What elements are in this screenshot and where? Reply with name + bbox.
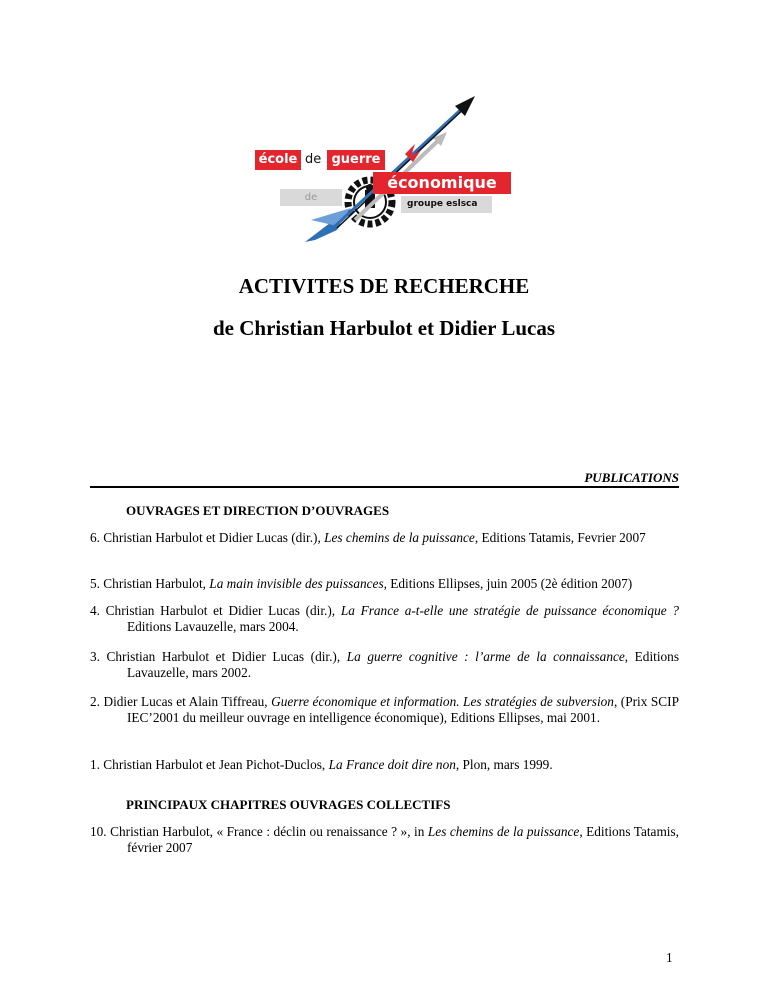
publication-entry: 1. Christian Harbulot et Jean Pichot-Duclos, La France doit dire non, Plon, mars 1999. xyxy=(90,757,553,772)
publication-title: La France doit dire non xyxy=(328,757,456,772)
publication-entry: 5. Christian Harbulot, La main invisible des puissances, Editions Ellipses, juin 2005 (2è édition 2007) xyxy=(90,576,633,591)
logo-guerre: guerre xyxy=(327,150,385,170)
publication-title: Guerre économique et information. Les stratégies de subversion xyxy=(271,694,614,709)
page-title: ACTIVITES DE RECHERCHE xyxy=(238,274,530,298)
logo-de-2: de xyxy=(280,189,342,206)
ecole-guerre-economique-logo xyxy=(255,92,515,252)
chapter-book-title: Les chemins de la puissance xyxy=(427,824,580,839)
logo-de-1: de xyxy=(305,152,322,167)
logo-economique: économique xyxy=(373,172,511,194)
heading-ouvrages: OUVRAGES ET DIRECTION D’OUVRAGES xyxy=(126,503,390,518)
publication-title: La main invisible des puissances, xyxy=(209,576,387,591)
publication-entry: 6. Christian Harbulot et Didier Lucas (dir.), Les chemins de la puissance, Editions Tatamis, Fevrier 2007 xyxy=(90,530,646,545)
publication-entry: 2. Didier Lucas et Alain Tiffreau, Guerre économique et information. Les stratégies de subversion, (Prix SCIP IEC’2001 du meilleur ouvrage en intelligence économique), Editions Ellipses, mai 2001. xyxy=(90,694,679,725)
chapter-entry: 10. Christian Harbulot, « France : déclin ou renaissance ? », in Les chemins de la puissance, Editions Tatamis, février 2007 xyxy=(90,824,679,855)
page-number: 1 xyxy=(666,950,673,965)
publication-title: La guerre cognitive : l’arme de la connaissance xyxy=(346,649,625,664)
publication-title: Les chemins de la puissance xyxy=(324,530,475,545)
heading-chapitres: PRINCIPAUX CHAPITRES OUVRAGES COLLECTIFS xyxy=(126,797,451,812)
publication-title: La France a-t-elle une stratégie de puissance économique ? xyxy=(340,603,679,618)
section-label-publications: PUBLICATIONS xyxy=(584,470,679,485)
logo-ecole: école xyxy=(255,150,301,170)
publication-entry: 4. Christian Harbulot et Didier Lucas (dir.), La France a-t-elle une stratégie de puissance économique ? Editions Lavauzelle, mars 2004. xyxy=(90,603,679,634)
logo-groupe-eslsca: groupe eslsca xyxy=(401,196,492,213)
page-subtitle: de Christian Harbulot et Didier Lucas xyxy=(212,316,556,340)
publication-entry: 3. Christian Harbulot et Didier Lucas (dir.), La guerre cognitive : l’arme de la connaissance, Editions Lavauzelle, mars 2002. xyxy=(90,649,680,680)
section-divider xyxy=(90,486,679,488)
